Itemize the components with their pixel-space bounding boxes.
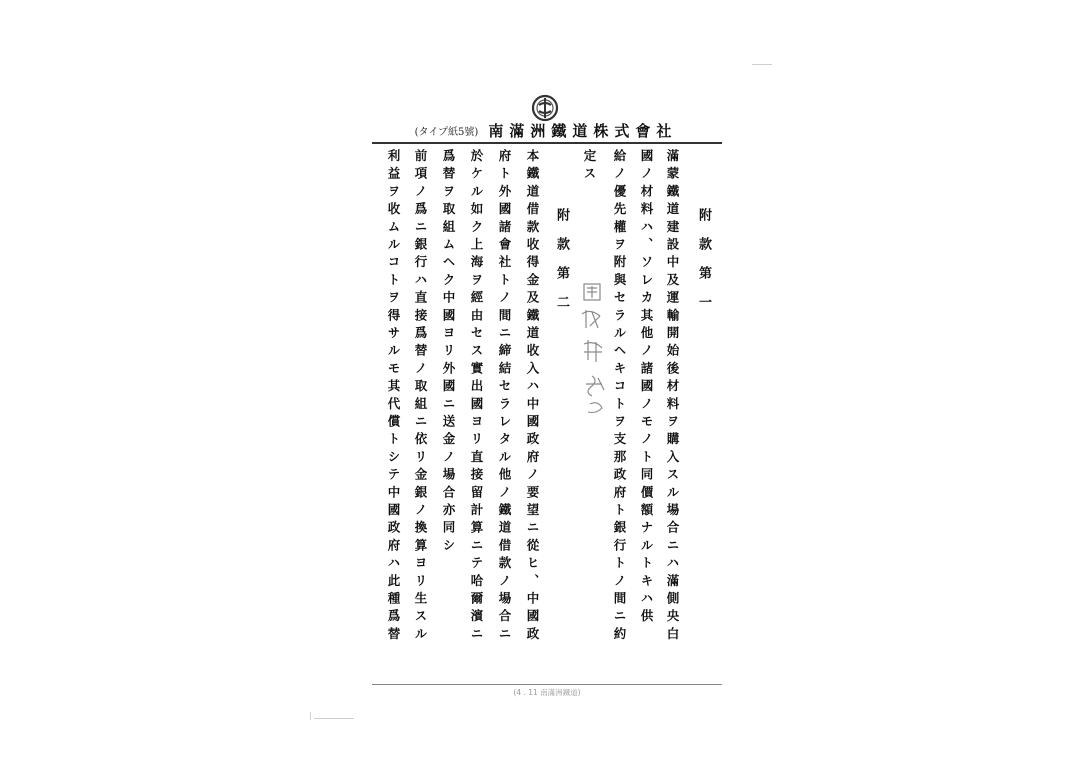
page-footer: (4 . 11 南滿洲鐵道) [513,688,581,697]
scan-speck [752,64,772,65]
article-two-line-1: 本鐵道借款收得金及鐵道收入ハ中國政府ノ要望ニ從ヒ、中國政 [525,149,540,645]
article-two-line-3: 於ケル如ク上海ヲ經由セス實出國ヨリ直接留計算ニテ哈爾濱ニ [469,149,484,645]
article-one-line-3: 給ノ優先權ヲ附與セラルヘキコトヲ支那政府ト銀行トノ間ニ約 [612,149,627,645]
article-one-heading: 附款第一 [696,208,711,324]
article-two-line-5: 前項ノ爲ニ銀行ハ直接爲替ノ取組ニ依リ金銀ノ換算ヨリ生スル [413,149,428,645]
letterhead-rule [372,142,722,144]
article-one-line-2: 國ノ材料ハ、ソレカ其他ノ諸國ノモノト同價額ナルトキハ供 [639,149,654,627]
letterhead [370,121,722,139]
scan-speck [314,718,354,719]
handwritten-annotation [578,280,614,420]
article-one-line-1: 滿蒙鐵道建設中及運輸開始後材料ヲ購入スル場合ニハ滿側央白 [665,149,680,645]
company-name: 南滿洲鐵道株式會社 [488,121,678,140]
footer-rule [372,684,722,685]
article-two-line-4: 爲替ヲ取組ムヘク中國ヨリ外國ニ送金ノ場合亦同シ [441,149,456,557]
article-two-line-6: 利益ヲ收ムルコトヲ得サルモ其代償トシテ中國政府ハ此種爲替 [386,149,401,645]
company-logo-icon [531,94,559,122]
article-two-heading: 附款第二 [554,208,569,324]
article-one-line-4: 定ス [582,149,597,185]
scan-speck [310,712,311,720]
article-two-line-2: 府ト外國諸會社トノ間ニ締結セラレタル他ノ鐵道借款ノ場合ニ [497,149,512,645]
form-number: (タイプ紙5號) [414,126,479,138]
